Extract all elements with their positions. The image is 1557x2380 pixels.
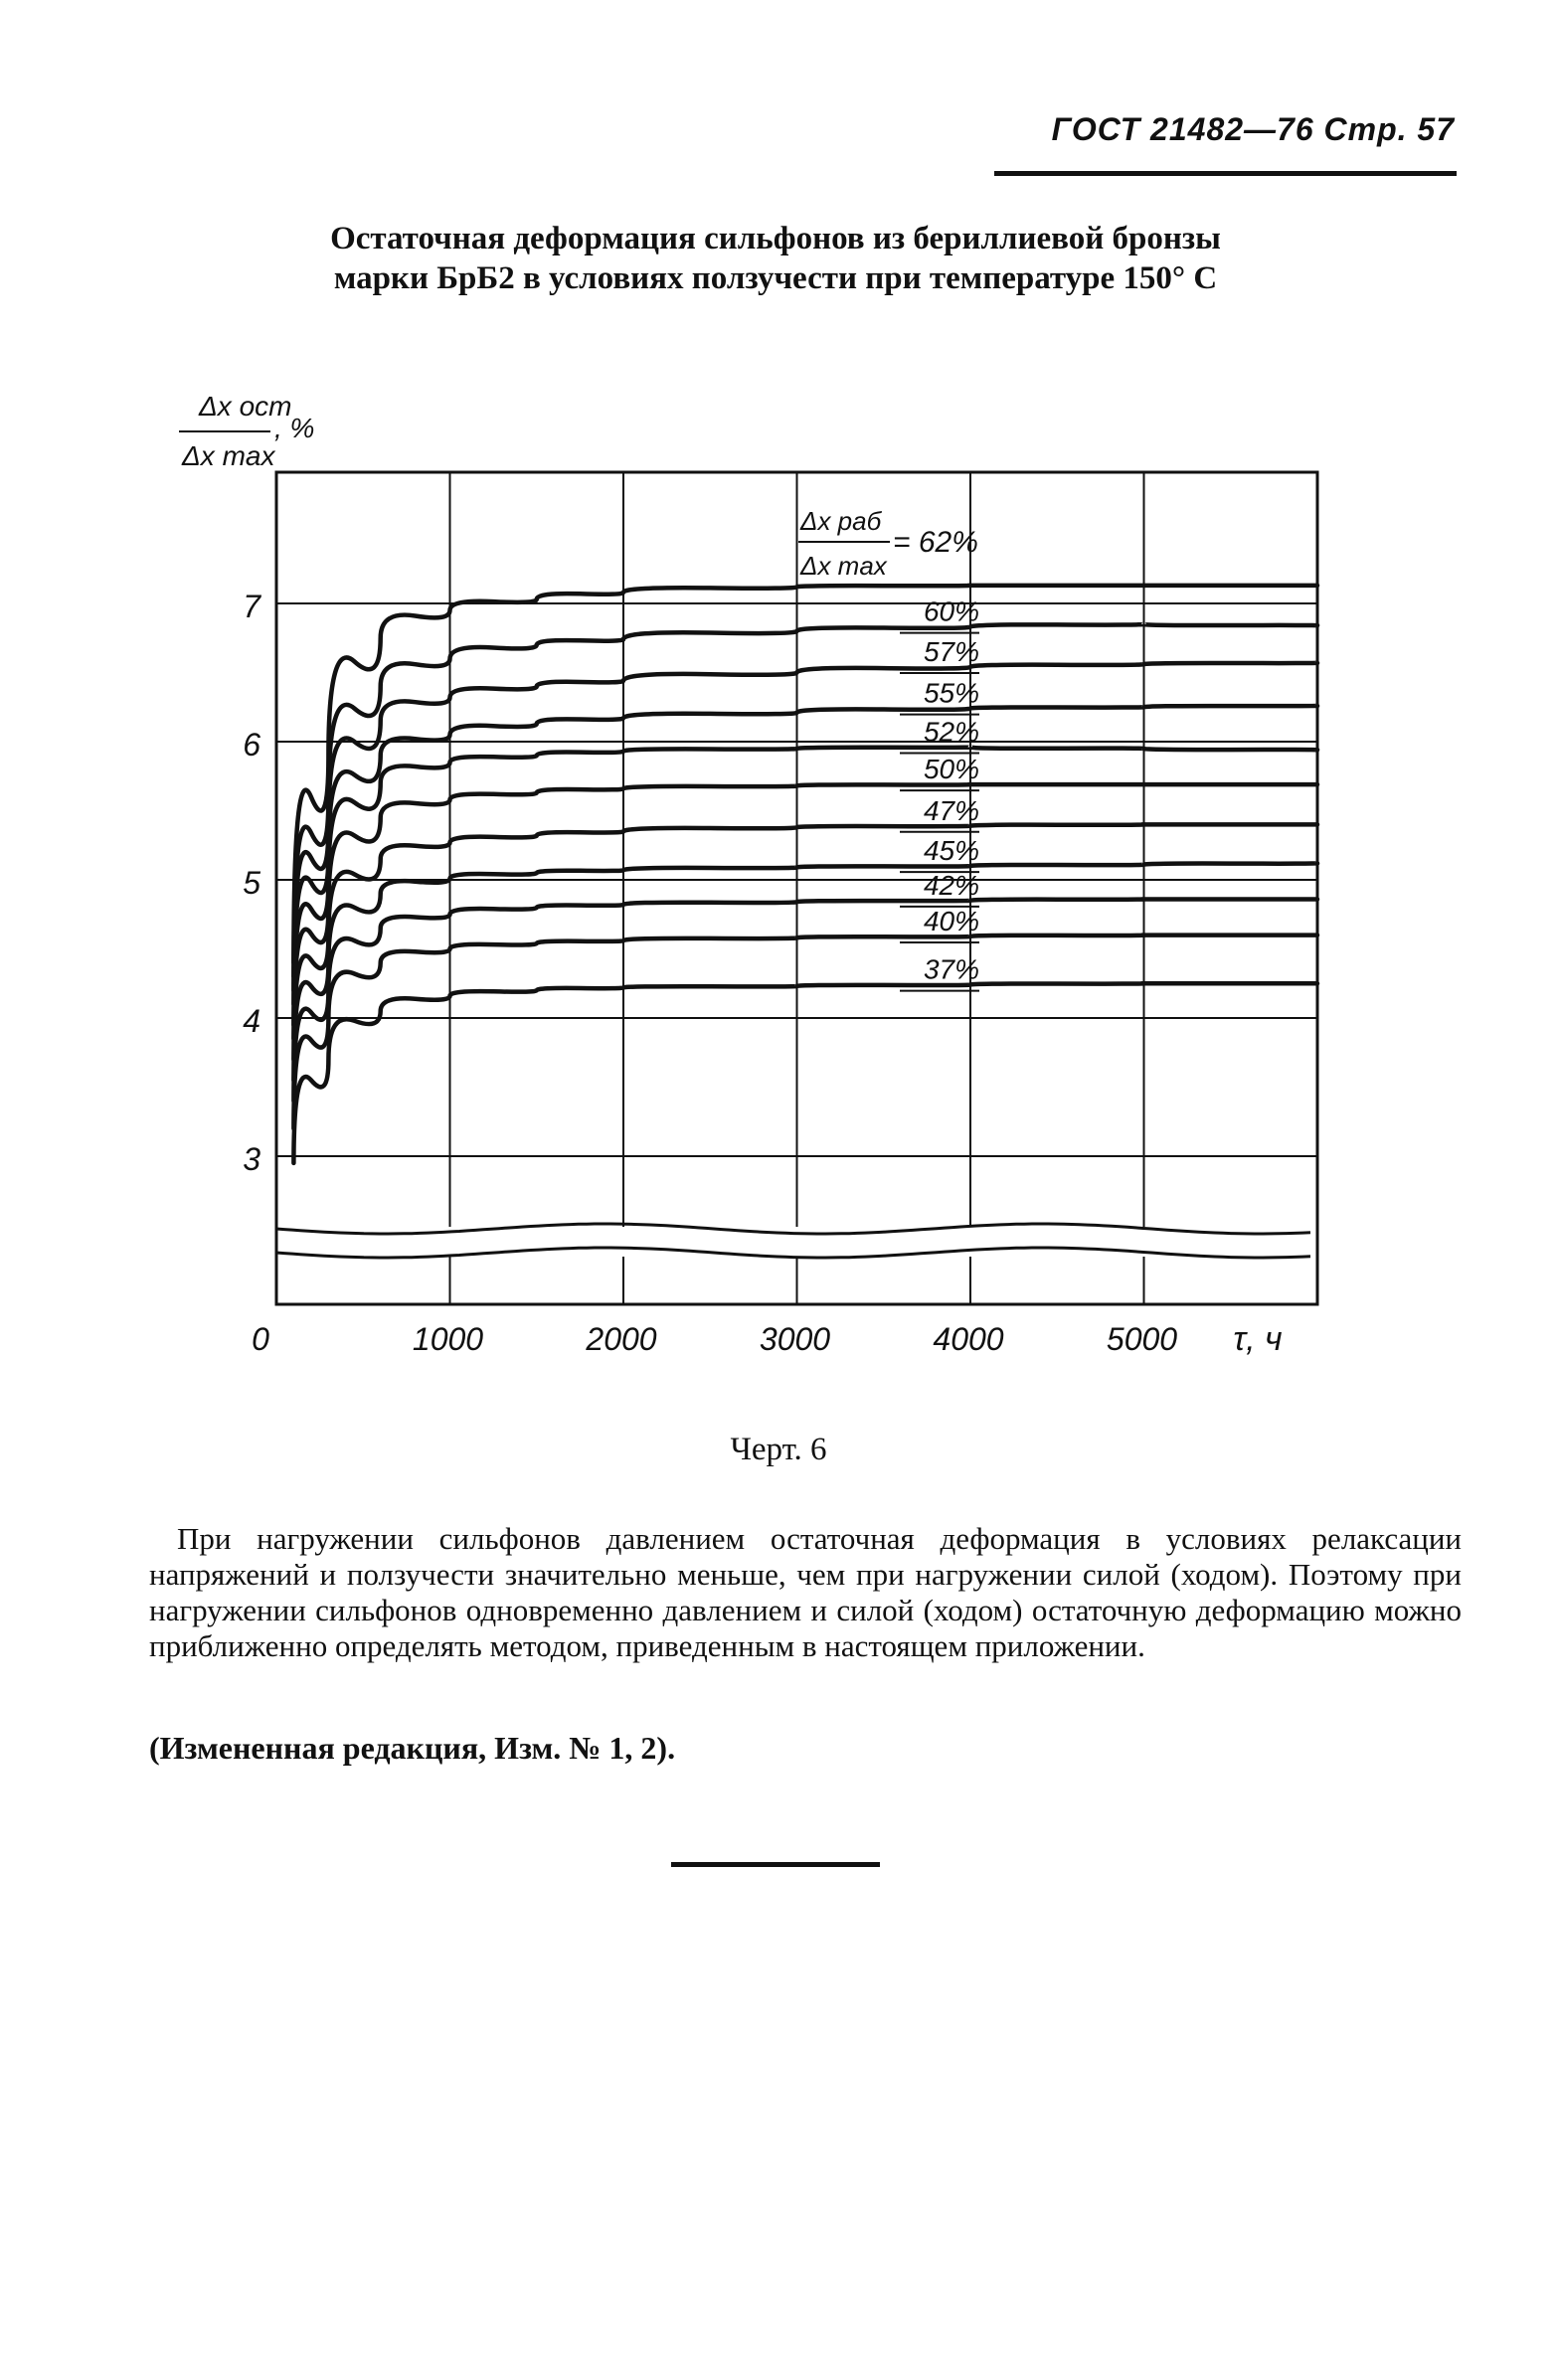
series-label: 55%	[923, 677, 979, 709]
series-label: 42%	[923, 869, 979, 901]
x-axis-label: τ, ч	[1233, 1320, 1283, 1358]
y-axis-label-unit: , %	[274, 413, 315, 443]
title-line-1: Остаточная деформация сильфонов из бериллиевой бронзы	[330, 221, 1221, 256]
y-tick-label: 3	[243, 1141, 260, 1177]
y-tick-label: 4	[243, 1003, 260, 1039]
annotation-denominator: Δx max	[800, 551, 887, 581]
figure-caption: Черт. 6	[730, 1432, 827, 1467]
x-tick-label: 1000	[412, 1321, 484, 1357]
x-tick-label: 5000	[1106, 1321, 1178, 1357]
end-rule	[671, 1862, 880, 1867]
x-tick-label: 3000	[759, 1321, 831, 1357]
y-axis-label-numerator: Δx ост	[199, 391, 292, 422]
series-label: 60%	[923, 595, 979, 627]
y-axis-label-denominator: Δx max	[182, 440, 275, 471]
series-label: 47%	[923, 794, 979, 826]
title-line-2: марки БрБ2 в условиях ползучести при температуре 150° С	[333, 260, 1218, 296]
series-label: 57%	[923, 635, 979, 667]
series-label: 45%	[923, 835, 979, 867]
header-text: ГОСТ 21482—76 Стр. 57	[1051, 111, 1455, 147]
series-label: 50%	[923, 754, 979, 785]
x-tick-label: 4000	[933, 1321, 1004, 1357]
series-label: 52%	[923, 716, 979, 748]
series-label: 40%	[923, 905, 979, 936]
series-label: 37%	[923, 953, 979, 985]
annotation-value: = 62%	[893, 526, 978, 559]
y-tick-label: 5	[243, 865, 260, 901]
series-curve	[293, 624, 1317, 976]
series-curve	[293, 983, 1317, 1163]
body-paragraph-text: При нагружении сильфонов давлением остаточная деформация в условиях релаксации напряжений и ползучести значительно меньше, чем при нагружении силой (ходом). Поэтому при нагружении сильфонов одновременно давлением и силой (ходом) остаточную деформацию можно приближенно определять методом, приведенным в настоящем приложении.	[149, 1521, 1462, 1663]
body-paragraph	[149, 1521, 1462, 1664]
x-tick-label: 0	[252, 1321, 269, 1357]
y-tick-label: 7	[243, 589, 260, 624]
series-curve	[293, 863, 1317, 1080]
series-curve	[293, 824, 1317, 1059]
y-tick-label: 6	[243, 727, 260, 763]
amendment-note: (Измененная редакция, Изм. № 1, 2).	[149, 1730, 676, 1766]
x-tick-label: 2000	[586, 1321, 657, 1357]
annotation-numerator: Δx раб	[800, 506, 882, 536]
series-curve	[293, 586, 1317, 963]
series-curve	[293, 935, 1317, 1129]
